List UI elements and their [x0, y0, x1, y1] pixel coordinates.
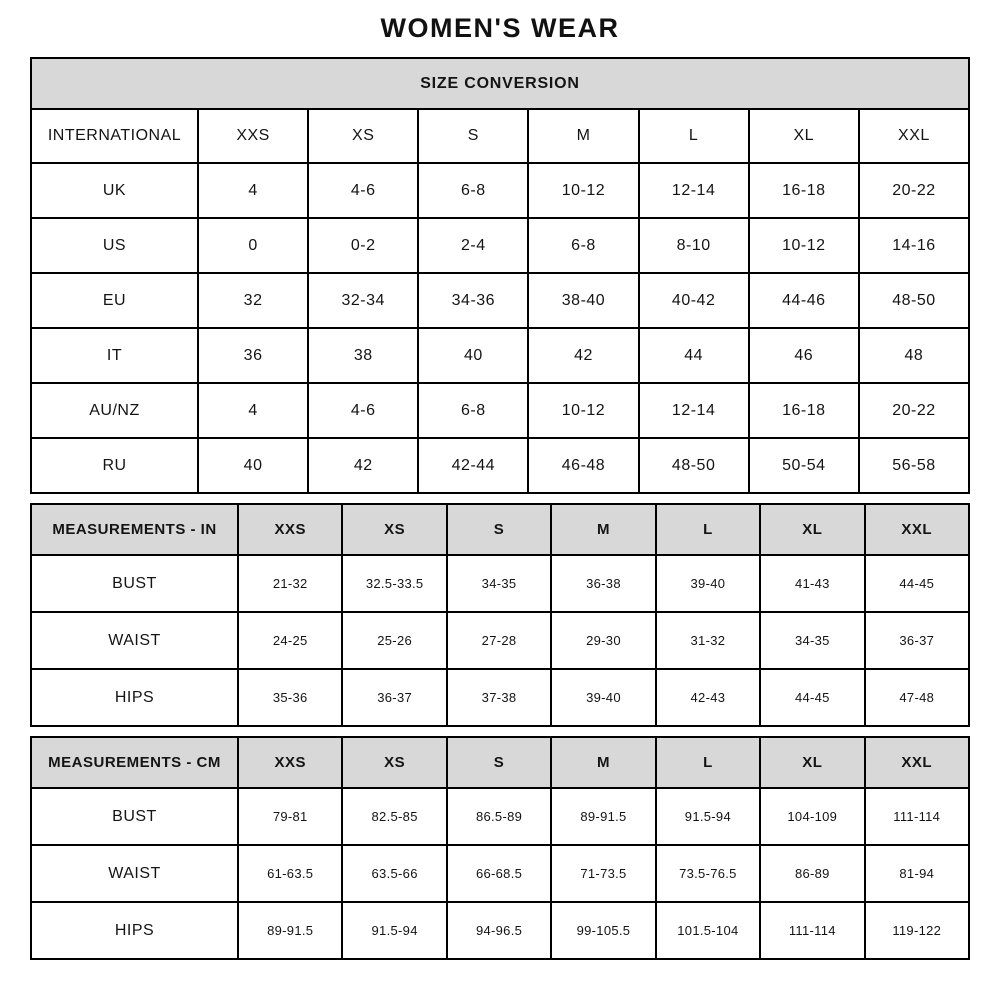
- table-cell: 34-35: [760, 612, 864, 669]
- size-column-header: XS: [308, 109, 418, 163]
- table-cell: 38-40: [528, 273, 638, 328]
- table-cell: 8-10: [639, 218, 749, 273]
- table-cell: 6-8: [418, 163, 528, 218]
- table-cell: 4: [198, 163, 308, 218]
- table-cell: 44-46: [749, 273, 859, 328]
- table-cell: 81-94: [865, 845, 969, 902]
- table-cell: 4: [198, 383, 308, 438]
- size-column-header: XL: [749, 109, 859, 163]
- table-cell: 47-48: [865, 669, 969, 726]
- row-label: HIPS: [31, 669, 238, 726]
- page-title: WOMEN'S WEAR: [380, 13, 620, 43]
- table-header-row: [31, 737, 969, 788]
- table-cell: 0-2: [308, 218, 418, 273]
- table-cell: 16-18: [749, 383, 859, 438]
- table-cell: 10-12: [528, 163, 638, 218]
- size-column-header: L: [639, 109, 749, 163]
- measurements-cm-table: [30, 736, 970, 960]
- table-cell: 50-54: [749, 438, 859, 493]
- table-cell: 2-4: [418, 218, 528, 273]
- size-column-header: L: [656, 504, 760, 555]
- table-header-row: [31, 109, 969, 163]
- size-column-header: M: [551, 737, 655, 788]
- table-cell: 104-109: [760, 788, 864, 845]
- table-row: [31, 218, 969, 273]
- table-row: [31, 438, 969, 493]
- table-row: [31, 383, 969, 438]
- table-cell: 89-91.5: [551, 788, 655, 845]
- table-cell: 37-38: [447, 669, 551, 726]
- table-cell: 44-45: [865, 555, 969, 612]
- size-column-header: XS: [342, 504, 446, 555]
- table-cell: 36-37: [865, 612, 969, 669]
- table-caption: SIZE CONVERSION: [31, 58, 969, 109]
- row-label-header: MEASUREMENTS - IN: [31, 504, 238, 555]
- table-cell: 111-114: [865, 788, 969, 845]
- table-cell: 34-36: [418, 273, 528, 328]
- table-row: [31, 788, 969, 845]
- size-column-header: XXS: [238, 504, 342, 555]
- size-column-header: XXL: [865, 504, 969, 555]
- table-row: [31, 273, 969, 328]
- row-label: BUST: [31, 788, 238, 845]
- row-label-header: MEASUREMENTS - CM: [31, 737, 238, 788]
- table-cell: 86.5-89: [447, 788, 551, 845]
- table-cell: 48-50: [639, 438, 749, 493]
- table-cell: 42: [308, 438, 418, 493]
- table-row: [31, 612, 969, 669]
- row-label: IT: [31, 328, 198, 383]
- table-cell: 40: [198, 438, 308, 493]
- table-cell: 41-43: [760, 555, 864, 612]
- table-cell: 24-25: [238, 612, 342, 669]
- table-cell: 35-36: [238, 669, 342, 726]
- size-column-header: XXL: [865, 737, 969, 788]
- table-cell: 91.5-94: [656, 788, 760, 845]
- table-cell: 10-12: [528, 383, 638, 438]
- row-label: WAIST: [31, 612, 238, 669]
- size-column-header: L: [656, 737, 760, 788]
- table-cell: 14-16: [859, 218, 969, 273]
- table-cell: 101.5-104: [656, 902, 760, 959]
- row-label: HIPS: [31, 902, 238, 959]
- size-column-header: XS: [342, 737, 446, 788]
- table-cell: 20-22: [859, 383, 969, 438]
- table-row: [31, 163, 969, 218]
- size-column-header: XXL: [859, 109, 969, 163]
- table-cell: 36: [198, 328, 308, 383]
- row-label: BUST: [31, 555, 238, 612]
- table-row: [31, 902, 969, 959]
- table-cell: 63.5-66: [342, 845, 446, 902]
- table-cell: 32: [198, 273, 308, 328]
- table-cell: 40: [418, 328, 528, 383]
- table-cell: 44-45: [760, 669, 864, 726]
- table-cell: 34-35: [447, 555, 551, 612]
- table-cell: 29-30: [551, 612, 655, 669]
- table-cell: 44: [639, 328, 749, 383]
- row-label: EU: [31, 273, 198, 328]
- table-cell: 4-6: [308, 163, 418, 218]
- row-label: US: [31, 218, 198, 273]
- size-column-header: S: [447, 504, 551, 555]
- table-cell: 111-114: [760, 902, 864, 959]
- table-header-row: [31, 504, 969, 555]
- table-cell: 6-8: [528, 218, 638, 273]
- table-cell: 36-38: [551, 555, 655, 612]
- table-cell: 21-32: [238, 555, 342, 612]
- table-cell: 38: [308, 328, 418, 383]
- table-cell: 12-14: [639, 383, 749, 438]
- table-cell: 10-12: [749, 218, 859, 273]
- table-cell: 56-58: [859, 438, 969, 493]
- table-cell: 31-32: [656, 612, 760, 669]
- row-label: AU/NZ: [31, 383, 198, 438]
- table-cell: 20-22: [859, 163, 969, 218]
- table-cell: 42: [528, 328, 638, 383]
- table-cell: 91.5-94: [342, 902, 446, 959]
- table-cell: 48: [859, 328, 969, 383]
- table-cell: 73.5-76.5: [656, 845, 760, 902]
- table-cell: 42-44: [418, 438, 528, 493]
- table-row: [31, 669, 969, 726]
- table-cell: 71-73.5: [551, 845, 655, 902]
- table-row: [31, 555, 969, 612]
- table-cell: 79-81: [238, 788, 342, 845]
- measurements-in-table: [30, 503, 970, 727]
- table-cell: 89-91.5: [238, 902, 342, 959]
- row-label: WAIST: [31, 845, 238, 902]
- table-cell: 27-28: [447, 612, 551, 669]
- table-cell: 32.5-33.5: [342, 555, 446, 612]
- table-cell: 12-14: [639, 163, 749, 218]
- size-conversion-table: [30, 57, 970, 494]
- table-cell: 39-40: [551, 669, 655, 726]
- table-cell: 25-26: [342, 612, 446, 669]
- table-caption-row: [31, 58, 969, 109]
- table-cell: 32-34: [308, 273, 418, 328]
- table-cell: 94-96.5: [447, 902, 551, 959]
- table-cell: 46: [749, 328, 859, 383]
- table-cell: 6-8: [418, 383, 528, 438]
- table-cell: 0: [198, 218, 308, 273]
- size-column-header: M: [551, 504, 655, 555]
- table-cell: 82.5-85: [342, 788, 446, 845]
- size-column-header: XXS: [238, 737, 342, 788]
- table-cell: 119-122: [865, 902, 969, 959]
- size-column-header: S: [447, 737, 551, 788]
- table-cell: 4-6: [308, 383, 418, 438]
- size-column-header: XL: [760, 504, 864, 555]
- table-cell: 36-37: [342, 669, 446, 726]
- row-label: RU: [31, 438, 198, 493]
- size-column-header: S: [418, 109, 528, 163]
- table-cell: 40-42: [639, 273, 749, 328]
- size-column-header: XL: [760, 737, 864, 788]
- row-label-header: INTERNATIONAL: [31, 109, 198, 163]
- table-cell: 16-18: [749, 163, 859, 218]
- table-cell: 86-89: [760, 845, 864, 902]
- table-row: [31, 845, 969, 902]
- table-row: [31, 328, 969, 383]
- table-cell: 61-63.5: [238, 845, 342, 902]
- size-column-header: XXS: [198, 109, 308, 163]
- row-label: UK: [31, 163, 198, 218]
- table-cell: 42-43: [656, 669, 760, 726]
- size-column-header: M: [528, 109, 638, 163]
- table-cell: 66-68.5: [447, 845, 551, 902]
- table-cell: 48-50: [859, 273, 969, 328]
- table-cell: 99-105.5: [551, 902, 655, 959]
- table-cell: 46-48: [528, 438, 638, 493]
- table-cell: 39-40: [656, 555, 760, 612]
